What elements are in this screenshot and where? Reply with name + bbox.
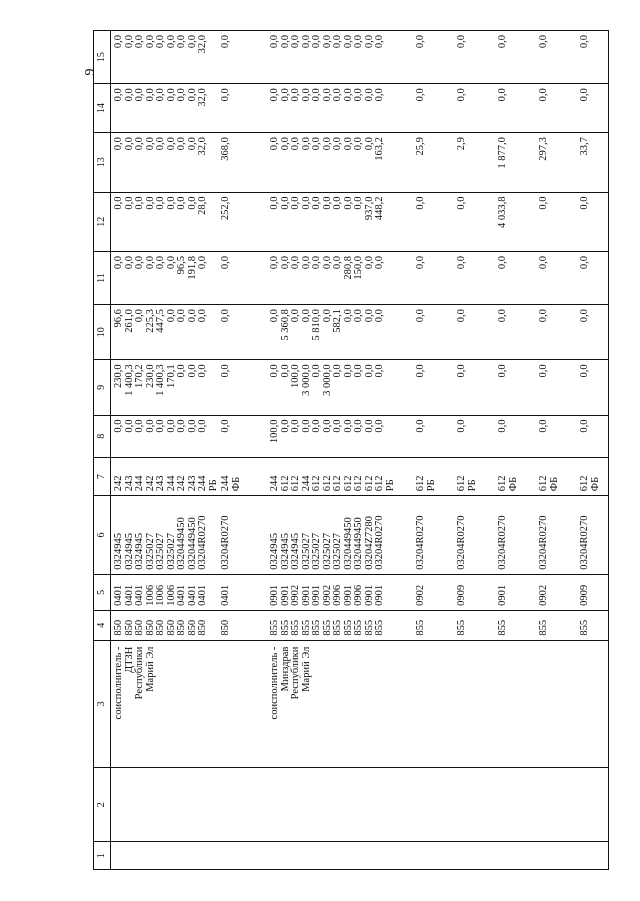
- value-cell: 96,6 261,0 0,0 225,3 447,5 0,0 0,0 0,0 0,0: [113, 305, 220, 360]
- value-cell: 0,0: [579, 192, 602, 251]
- value-cell: 0,0: [415, 192, 438, 251]
- expense-type-cell: 244 612 612 244 612 612 612 612 612 612 612 РБ: [269, 458, 397, 496]
- value-cell: 0,0 0,0 0,0 0,0 0,0 0,0 96,5 191,8 0,0: [113, 252, 220, 305]
- value-cell: 0,0: [579, 305, 602, 360]
- grbs-code-cell: 850: [220, 610, 243, 640]
- value-cell: 1 877,0: [497, 133, 520, 192]
- expense-type-cell: 612 ФБ: [579, 458, 602, 496]
- value-cell: 0,0 5 360,8 0,0 0,0 5 810,0 0,0 582,1 0,0 0,0 0,0 0,0: [269, 305, 397, 360]
- value-cell: 0,0: [220, 360, 243, 415]
- table-spacer-row: [397, 31, 415, 870]
- value-cell: 2,9: [456, 133, 479, 192]
- column-header: 13: [94, 133, 111, 192]
- value-cell: 0,0: [456, 31, 479, 84]
- value-cell: 0,0: [456, 192, 479, 251]
- value-cell: 0,0: [456, 360, 479, 415]
- value-cell: 0,0 0,0 100,0 3 000,0 0,0 3 000,0 0,0 0,0 0,0 0,0 0,0: [269, 360, 397, 415]
- value-cell: 0,0: [538, 252, 561, 305]
- expense-type-cell: 612 РБ: [456, 458, 479, 496]
- executor-label: соисполнитель - Минздрав Республики Марий Эл: [269, 640, 397, 767]
- value-cell: 0,0: [220, 31, 243, 84]
- grbs-code-cell: 855: [415, 610, 438, 640]
- target-article-cell: 03204R0270: [497, 496, 520, 575]
- budget-table: [93, 30, 609, 870]
- value-cell: 0,0: [415, 31, 438, 84]
- section-code-cell: 0902: [415, 574, 438, 610]
- grbs-code-cell: 850 850 850 850 850 850 850 850 850: [113, 610, 220, 640]
- column-header: 7: [94, 458, 111, 496]
- value-cell: 0,0: [538, 415, 561, 457]
- value-cell: 0,0: [538, 84, 561, 133]
- value-cell: 100,0 0,0 0,0 0,0 0,0 0,0 0,0 0,0 0,0 0,0 0,0: [269, 415, 397, 457]
- value-cell: 25,9: [415, 133, 438, 192]
- target-article-cell: 03204R0270: [538, 496, 561, 575]
- target-article-cell: 03204R0270: [456, 496, 479, 575]
- value-cell: 0,0: [579, 252, 602, 305]
- value-cell: 0,0: [579, 84, 602, 133]
- value-cell: 0,0 0,0 0,0 0,0 0,0 0,0 0,0 0,0 32,0: [113, 133, 220, 192]
- value-cell: 33,7: [579, 133, 602, 192]
- column-header: 5: [94, 574, 111, 610]
- value-cell: 0,0: [456, 252, 479, 305]
- executor-label: [456, 640, 479, 767]
- value-cell: 0,0 0,0 0,0 0,0 0,0 0,0 0,0 0,0 0,0 0,0 163,2: [269, 133, 397, 192]
- value-cell: 0,0 0,0 0,0 0,0 0,0 0,0 0,0 0,0 0,0 0,0 0,0: [269, 31, 397, 84]
- column-header: 2: [94, 768, 111, 842]
- column-header: 15: [94, 31, 111, 84]
- section-code-cell: 0901 0901 0902 0901 0901 0902 0906 0901 0906 0901 0901: [269, 574, 397, 610]
- target-article-cell: 03204R0270: [415, 496, 438, 575]
- section-code-cell: 0909: [456, 574, 479, 610]
- section-code-cell: 0909: [579, 574, 602, 610]
- table-row: [579, 31, 602, 870]
- value-cell: 0,0: [220, 84, 243, 133]
- target-article-cell: 03204R0270: [220, 496, 243, 575]
- column-number-row: [94, 31, 111, 870]
- value-cell: 0,0 0,0 0,0 0,0 0,0 0,0 0,0 0,0 0,0 0,0 0,0: [269, 84, 397, 133]
- value-cell: 0,0 0,0 0,0 0,0 0,0 0,0 0,0 280,8 150,0 0,0 0,0: [269, 252, 397, 305]
- executor-label: соисполнитель - ДТЗН Республики Марий Эл: [113, 640, 220, 767]
- value-cell: 0,0: [415, 305, 438, 360]
- executor-label: [415, 640, 438, 767]
- value-cell: 252,0: [220, 192, 243, 251]
- expense-type-cell: 244 ФБ: [220, 458, 243, 496]
- grbs-code-cell: 855: [538, 610, 561, 640]
- target-article-cell: 03204R0270: [579, 496, 602, 575]
- column-header: 12: [94, 192, 111, 251]
- grbs-code-cell: 855: [579, 610, 602, 640]
- value-cell: 0,0: [456, 84, 479, 133]
- column-header: 14: [94, 84, 111, 133]
- expense-type-cell: 612 ФБ: [497, 458, 520, 496]
- executor-label: [497, 640, 520, 767]
- column-header: 11: [94, 252, 111, 305]
- value-cell: 0,0: [415, 415, 438, 457]
- value-cell: 0,0: [415, 84, 438, 133]
- column-header: 3: [94, 640, 111, 767]
- section-code-cell: 0901: [497, 574, 520, 610]
- table-row: [456, 31, 479, 870]
- table-spacer-row: [438, 31, 456, 870]
- executor-label: [538, 640, 561, 767]
- target-article-cell: 0324945 0324945 0324945 0325027 0325027 0325027 0325027 0320449450 0320449450 03204Z7280 03204R0270: [269, 496, 397, 575]
- table-row: [113, 31, 220, 870]
- value-cell: 0,0: [220, 252, 243, 305]
- value-cell: 0,0: [579, 360, 602, 415]
- table-spacer-row: [243, 31, 269, 870]
- value-cell: 0,0: [579, 415, 602, 457]
- column-header: 1: [94, 842, 111, 870]
- value-cell: 0,0: [456, 415, 479, 457]
- value-cell: 0,0: [538, 360, 561, 415]
- table-row: [497, 31, 520, 870]
- expense-type-cell: 242 243 244 242 243 244 242 243 244 РБ: [113, 458, 220, 496]
- value-cell: 0,0: [538, 31, 561, 84]
- value-cell: 0,0 0,0 0,0 0,0 0,0 0,0 0,0 0,0 32,0: [113, 31, 220, 84]
- value-cell: 0,0: [579, 31, 602, 84]
- grbs-code-cell: 855: [497, 610, 520, 640]
- value-cell: 0,0 0,0 0,0 0,0 0,0 0,0 0,0 0,0 0,0: [113, 415, 220, 457]
- column-header: 6: [94, 496, 111, 575]
- value-cell: 0,0: [497, 415, 520, 457]
- table-spacer-row: [520, 31, 538, 870]
- value-cell: 0,0: [497, 84, 520, 133]
- value-cell: 0,0: [538, 192, 561, 251]
- value-cell: 0,0 0,0 0,0 0,0 0,0 0,0 0,0 0,0 32,0: [113, 84, 220, 133]
- value-cell: 0,0: [497, 252, 520, 305]
- executor-label: [220, 640, 243, 767]
- value-cell: 368,0: [220, 133, 243, 192]
- value-cell: 0,0: [538, 305, 561, 360]
- value-cell: 0,0: [415, 360, 438, 415]
- section-code-cell: 0401: [220, 574, 243, 610]
- value-cell: 0,0: [220, 305, 243, 360]
- value-cell: 0,0: [497, 360, 520, 415]
- page-number: 9: [83, 68, 98, 76]
- column-header: 4: [94, 610, 111, 640]
- table-row: [220, 31, 243, 870]
- table-spacer-row: [561, 31, 579, 870]
- executor-label: [579, 640, 602, 767]
- table-bottom-row: [602, 31, 609, 870]
- budget-table-rotated: [93, 30, 601, 870]
- value-cell: 0,0 0,0 0,0 0,0 0,0 0,0 0,0 0,0 28,0: [113, 192, 220, 251]
- value-cell: 0,0: [497, 305, 520, 360]
- value-cell: 0,0: [220, 415, 243, 457]
- grbs-code-cell: 855: [456, 610, 479, 640]
- column-header: 10: [94, 305, 111, 360]
- section-code-cell: 0401 0401 0401 1006 1006 1006 0401 0401 0401: [113, 574, 220, 610]
- value-cell: 0,0: [497, 31, 520, 84]
- grbs-code-cell: 855 855 855 855 855 855 855 855 855 855 855: [269, 610, 397, 640]
- table-row: [538, 31, 561, 870]
- expense-type-cell: 612 РБ: [415, 458, 438, 496]
- value-cell: 0,0: [415, 252, 438, 305]
- target-article-cell: 0324945 0324945 0324945 0325027 0325027 0325027 0320449450 0320449450 03204R0270: [113, 496, 220, 575]
- value-cell: 0,0: [456, 305, 479, 360]
- section-code-cell: 0902: [538, 574, 561, 610]
- value-cell: 0,0 0,0 0,0 0,0 0,0 0,0 0,0 0,0 0,0 937,0 448,2: [269, 192, 397, 251]
- column-header: 9: [94, 360, 111, 415]
- expense-type-cell: 612 ФБ: [538, 458, 561, 496]
- column-header: 8: [94, 415, 111, 457]
- table-row: [269, 31, 397, 870]
- value-cell: 4 033,8: [497, 192, 520, 251]
- table-spacer-row: [479, 31, 497, 870]
- table-row: [415, 31, 438, 870]
- value-cell: 230,0 1 400,3 170,2 230,0 1 400,3 170,1 0,0 0,0 0,0: [113, 360, 220, 415]
- value-cell: 297,3: [538, 133, 561, 192]
